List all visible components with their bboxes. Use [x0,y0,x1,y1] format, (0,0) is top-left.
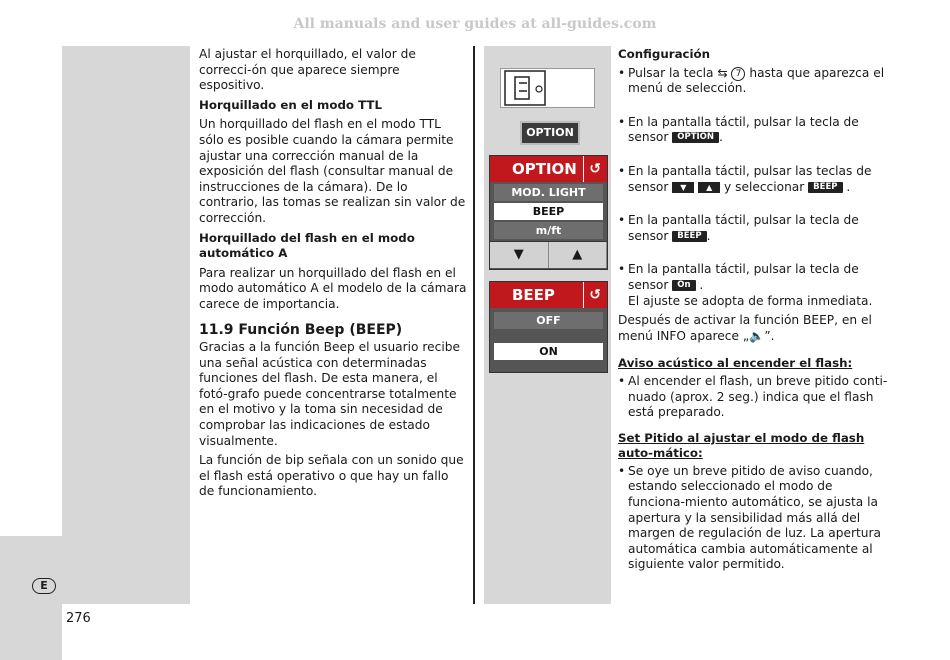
beep-screen-header [490,282,607,308]
step-text: hasta que aparezca el menú de selección. [628,65,885,96]
left-text-column [199,47,467,504]
right-text-column [618,47,888,577]
option-screen-title: OPTION [512,160,577,178]
back-icon: ↺ [583,156,601,182]
beep-sensor-key: BEEP [808,182,842,193]
subheading-auto-beep: Set Pitido al ajustar el modo de flash auto-mático: [618,430,865,461]
left-margin-band [62,46,190,604]
beep-sensor-key: BEEP [672,231,706,242]
step-3: • En la pantalla táctil, pulsar las teclas de sensor ▼ ▲ y seleccionar BEEP . [618,164,888,195]
paragraph: Gracias a la función Beep el usuario recibe una señal acústica con determinadas funciones del flash. De esta manera, el fotó-grafo puede concentrarse totalmente en el motivo y la toma sin necesidad de comprobar las indicaciones de estado visualmente. [199,340,460,448]
paragraph: Para realizar un horquillado del flash en el modo automático A el modelo de la cámara carece de importancia. [199,265,467,311]
step-5: • En la pantalla táctil, pulsar la tecla de sensor On . El ajuste se adopta de forma inmediata. [618,262,888,309]
step-text: En la pantalla táctil, pulsar la tecla de sensor [628,262,859,292]
beep-menu-screen [489,281,608,373]
step-text: En la pantalla táctil, pulsar la tecla de sensor [628,213,859,243]
down-key-icon: ▼ [672,182,694,193]
menu-item-on: ON [494,343,603,360]
subheading-auto: Horquillado del flash en el modo automático A [199,230,415,261]
arrow-up-icon: ▲ [549,242,608,268]
on-sensor-key: On [672,280,695,291]
key-number-badge: 7 [731,67,745,81]
subheading-ttl: Horquillado en el modo TTL [199,97,382,112]
power-on-bullet: • Al encender el flash, un breve pitido conti-nuado (aprox. 2 seg.) indica que el flash está preparado. [618,374,888,421]
swap-key-icon: ⇆ [717,65,728,80]
option-screen-header [490,156,607,182]
left-bottom-band [0,536,62,660]
paragraph: La función de bip señala con un sonido que el flash está operativo o que hay un fallo de funcionamiento. [199,453,464,499]
watermark: All manuals and user guides at all-guides.com [293,16,657,32]
option-menu-screen [489,155,608,270]
step-2: • En la pantalla táctil, pulsar la tecla de sensor OPTION . [618,115,888,146]
step-text: Pulsar la tecla [628,65,714,80]
menu-item-mft: m/ft [494,222,603,239]
config-heading: Configuración [618,47,711,61]
auto-beep-bullet: • Se oye un breve pitido de aviso cuando, estando seleccionado el modo de funciona-miento automático, se ajusta la apertura y la sensibilidad más allá del margen de regulación de luz. La apertura automática cambia automáticamente al siguiente valor permitido. [618,464,888,573]
up-key-icon: ▲ [698,182,720,193]
language-badge: E [32,578,56,594]
paragraph: Al ajustar el horquillado, el valor de correcci-ón que aparece siempre espositivo. [199,47,416,93]
menu-item-beep: BEEP [494,203,603,220]
step-text: El ajuste se adopta de forma inmediata. [628,293,873,308]
column-divider [473,46,475,604]
beep-screen-title: BEEP [512,286,555,304]
arrow-row [490,241,607,268]
step-text: En la pantalla táctil, pulsar las teclas de sensor [628,163,872,194]
option-sensor-key: OPTION [672,132,719,143]
back-icon: ↺ [583,282,601,308]
step-1 [618,66,888,97]
step-4: • En la pantalla táctil, pulsar la tecla de sensor BEEP . [618,213,888,244]
arrow-down-icon: ▼ [490,242,549,268]
option-key-illustration: OPTION [520,121,580,145]
subheading-power-on: Aviso acústico al encender el flash: [618,356,853,371]
menu-item-mod-light: MOD. LIGHT [494,184,603,201]
flash-panel-illustration [500,68,595,108]
menu-item-off: OFF [494,312,603,329]
step-text: En la pantalla táctil, pulsar la tecla de sensor [628,114,859,145]
after-note: Después de activar la función BEEP, en el menú INFO aparece „🔈”. [618,313,872,343]
step-text: y seleccionar [724,179,805,194]
section-title: 11.9 Función Beep (BEEP) [199,321,403,338]
flash-control-icon [501,69,594,107]
paragraph: Un horquillado del flash en el modo TTL sólo es posible cuando la cámara permite ajustar una corrección manual de la exposición del flash (consultar manual de instrucciones de la cámara). De lo contrario, las tomas se realizan sin valor de corrección. [199,117,466,225]
page-number: 276 [66,611,91,626]
